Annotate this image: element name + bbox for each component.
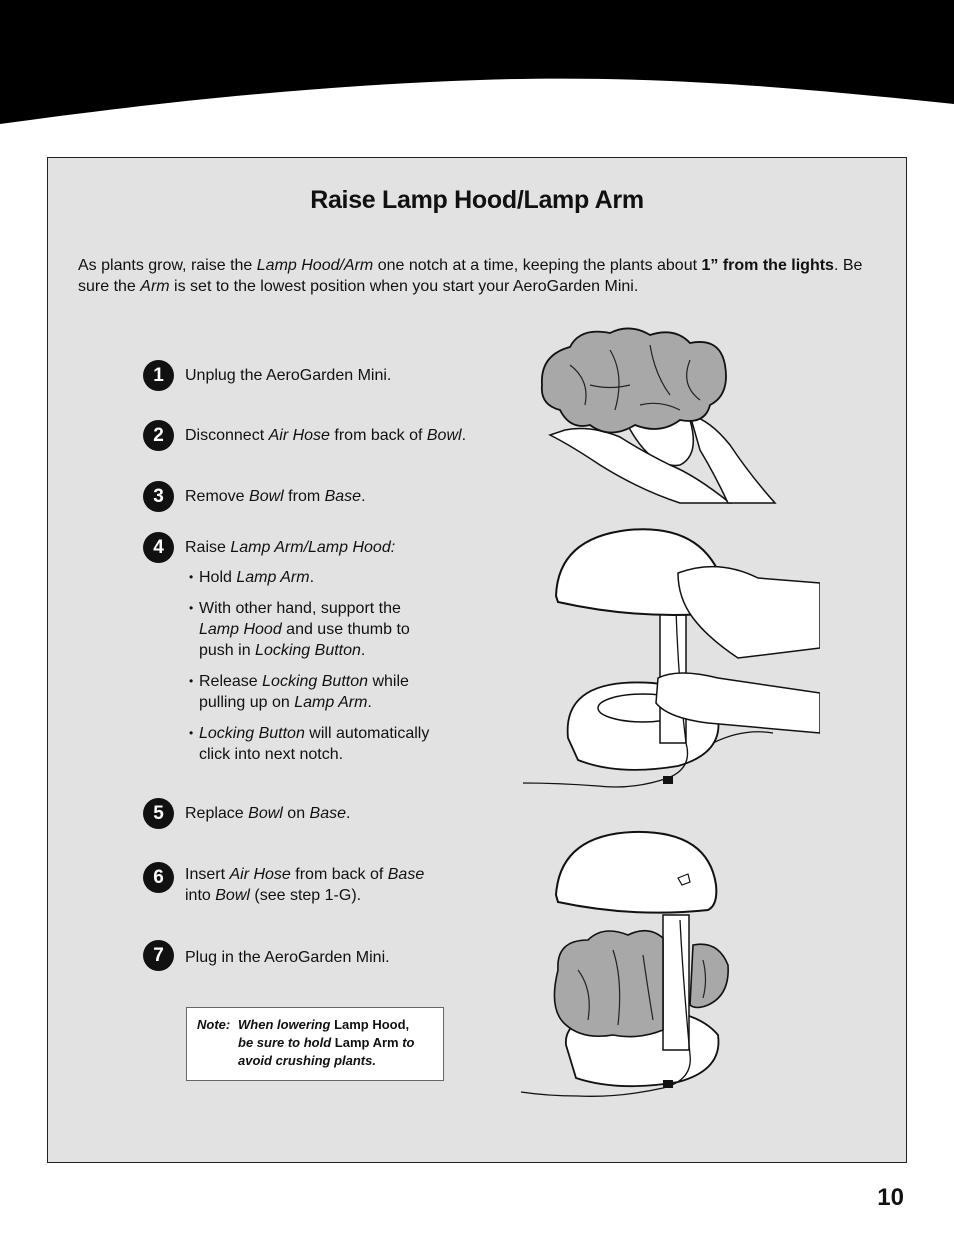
hands-holding-bowl-illustration bbox=[530, 325, 780, 505]
page-title: Raise Lamp Hood/Lamp Arm bbox=[310, 186, 644, 214]
note-label: Note: bbox=[197, 1017, 231, 1032]
step-number-badge: 6 bbox=[143, 862, 174, 893]
step-text: Insert Air Hose from back of Base into Bowl (see step 1-G). bbox=[185, 866, 425, 904]
substep-item: • Locking Button will automatically click into next notch. bbox=[187, 723, 429, 765]
step-number-badge: 7 bbox=[143, 940, 174, 971]
step-text: Replace Bowl on Base. bbox=[185, 805, 351, 822]
step-4-substeps bbox=[187, 567, 429, 775]
step-text: Remove Bowl from Base. bbox=[185, 488, 366, 505]
substep-item: • Hold Lamp Arm. bbox=[187, 567, 429, 588]
step-number-badge: 4 bbox=[143, 532, 174, 563]
substep-item: • With other hand, support the Lamp Hood and use thumb to push in Locking Button. bbox=[187, 598, 429, 661]
page-number: 10 bbox=[877, 1184, 904, 1211]
step-text: Raise Lamp Arm/Lamp Hood: bbox=[185, 539, 396, 556]
step-number-badge: 5 bbox=[143, 798, 174, 829]
step-text: Unplug the AeroGarden Mini. bbox=[185, 367, 392, 384]
substep-item: • Release Locking Button while pulling up on Lamp Arm. bbox=[187, 671, 429, 713]
finished-lamp-with-plants-illustration bbox=[518, 830, 743, 1110]
note-text: When lowering Lamp Hood, be sure to hold Lamp Arm to avoid crushing plants. bbox=[238, 1017, 415, 1068]
header-wave-band bbox=[0, 0, 954, 130]
step-number-badge: 2 bbox=[143, 420, 174, 451]
step-text: Disconnect Air Hose from back of Bowl. bbox=[185, 427, 467, 444]
raising-lamp-arm-illustration bbox=[518, 528, 820, 808]
step-number-badge: 3 bbox=[143, 481, 174, 512]
intro-paragraph: As plants grow, raise the Lamp Hood/Arm one notch at a time, keeping the plants about 1” from the lights. Be sure the Arm is set to the lowest position when you start your AeroGarden Mini. bbox=[78, 257, 863, 295]
step-number-badge: 1 bbox=[143, 360, 174, 391]
step-text: Plug in the AeroGarden Mini. bbox=[185, 949, 390, 966]
note-box bbox=[186, 1007, 444, 1081]
